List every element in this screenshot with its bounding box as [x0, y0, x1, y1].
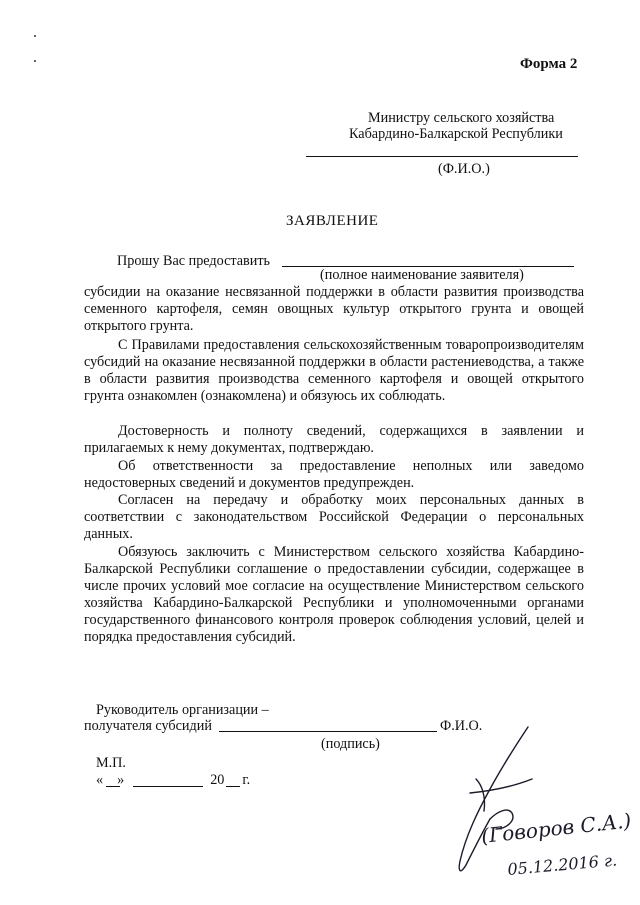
date-day-line	[106, 786, 120, 787]
paragraph-accuracy: Достоверность и полноту сведений, содержащихся в заявлении и прилагаемых к нему документах, подтверждаю.	[84, 423, 584, 456]
request-lead: Прошу Вас предоставить	[117, 253, 270, 269]
date-year-line	[226, 786, 240, 787]
paragraph-personal-data: Согласен на передачу и обработку моих персональных данных в соответствии с законодательством Российской Федерации о персональных данных.	[84, 492, 584, 542]
signature-caption: (подпись)	[321, 736, 380, 752]
date-open-quote: «	[96, 772, 104, 788]
signer-fio-label: Ф.И.О.	[440, 718, 483, 734]
stamp-placeholder: М.П.	[96, 755, 126, 771]
handwritten-date: 05.12.2016 г.	[506, 850, 618, 879]
date-year-suffix: г.	[242, 772, 251, 788]
scan-speck	[34, 60, 36, 62]
addressee-line-1: Министру сельского хозяйства	[368, 110, 555, 126]
signature-stroke	[459, 727, 528, 871]
signature-line	[219, 731, 437, 732]
scan-speck	[34, 35, 36, 37]
addressee-fio-line	[306, 156, 578, 157]
paragraph-subsidy-purpose: субсидии на оказание несвязанной поддержки в области развития производства семенного картофеля, семян овощных культур открытого грунта и овощей открытого грунта.	[84, 284, 584, 334]
paragraph-agreement: Обязуюсь заключить с Министерством сельского хозяйства Кабардино-Балкарской Республики соглашение о предоставлении субсидии, содержащее в числе прочих условий мое согласие на осуществление Министерством сельского хозяйства Кабардино-Балкарской Республики и уполномоченными органами государственного финансового контроля проверок соблюдения условий, целей и порядка предоставления субсидий.	[84, 544, 584, 645]
applicant-name-caption: (полное наименование заявителя)	[320, 267, 524, 283]
addressee-fio-caption: (Ф.И.О.)	[438, 161, 490, 177]
date-month-line	[133, 786, 203, 787]
paragraph-responsibility: Об ответственности за предоставление неполных или заведомо недостоверных сведений и документов предупрежден.	[84, 458, 584, 491]
signer-title-line-1: Руководитель организации –	[96, 702, 269, 718]
addressee-line-2: Кабардино-Балкарской Республики	[349, 126, 563, 142]
signer-title-line-2: получателя субсидий	[84, 718, 212, 734]
date-year-prefix: 20	[210, 772, 225, 788]
date-close-quote: »	[117, 772, 125, 788]
document-title: ЗАЯВЛЕНИЕ	[286, 213, 379, 229]
signature-stroke	[470, 779, 532, 793]
paragraph-rules: С Правилами предоставления сельскохозяйственным товаропроизводителям субсидий на оказание несвязанной поддержки в области растениеводства, а также в области развития производства семенного картофеля и овощей открытого грунта ознакомлен (ознакомлена) и обязуюсь их соблюдать.	[84, 337, 584, 404]
handwritten-name: (Говоров С.А.)	[480, 808, 633, 848]
handwritten-signature	[420, 715, 635, 895]
form-number: Форма 2	[520, 56, 578, 72]
